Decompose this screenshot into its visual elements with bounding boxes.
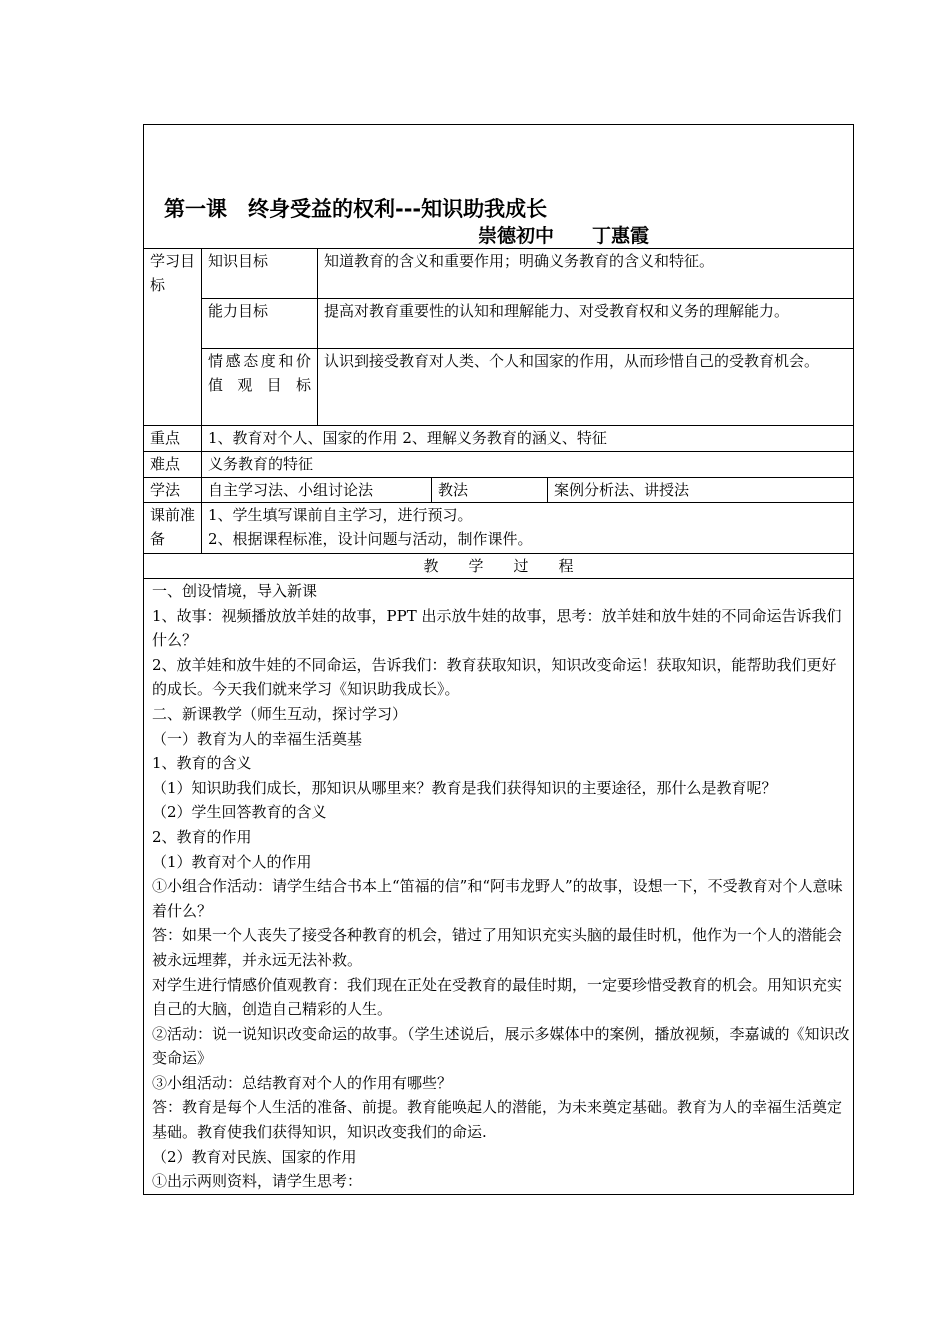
prep-text bbox=[202, 503, 854, 554]
prep-row bbox=[144, 503, 854, 554]
process-paragraph: （1）知识助我们成长，那知识从哪里来？教育是我们获得知识的主要途径，那什么是教育呢？ bbox=[152, 778, 777, 797]
process-paragraph: 1、教育的含义 bbox=[152, 754, 252, 773]
objective-row-emotion bbox=[144, 349, 854, 426]
focus-label: 重点 bbox=[144, 426, 202, 452]
process-paragraph: ②活动：说一说知识改变命运的故事。（学生述说后，展示多媒体中的案例，播放视频，李嘉诚的《知识改变命运》 bbox=[152, 1024, 850, 1068]
process-paragraph: （1）教育对个人的作用 bbox=[152, 852, 312, 871]
objective-row-knowledge bbox=[144, 249, 854, 299]
author-line: 崇德初中 丁惠霞 bbox=[478, 225, 650, 247]
teach-method-label: 教法 bbox=[432, 478, 548, 503]
process-paragraph: （2）学生回答教育的含义 bbox=[152, 803, 327, 822]
process-heading-row bbox=[144, 554, 854, 579]
process-paragraph: 对学生进行情感价值观教育：我们现在正处在受教育的最佳时期，一定要珍惜受教育的机会。用知识充实自己的大脑，创造自己精彩的人生。 bbox=[152, 975, 843, 1019]
objective-row-ability bbox=[144, 299, 854, 349]
process-paragraph: 答：如果一个人丧失了接受各种教育的机会，错过了用知识充实头脑的最佳时机，他作为一个人的潜能会被永远埋葬，并永远无法补救。 bbox=[152, 926, 843, 969]
process-paragraph: ③小组活动：总结教育对个人的作用有哪些？ bbox=[152, 1073, 453, 1092]
process-paragraph: 2、放羊娃和放牛娃的不同命运，告诉我们：教育获取知识，知识改变命运！获取知识，能帮助我们更好的成长。今天我们就来学习《知识助我成长》。 bbox=[152, 655, 837, 699]
process-paragraph: 一、创设情境，导入新课 bbox=[152, 582, 318, 600]
process-paragraph: （2）教育对民族、国家的作用 bbox=[152, 1147, 357, 1166]
process-body-row bbox=[144, 579, 854, 1195]
focus-text: 1、教育对个人、国家的作用 2、理解义务教育的涵义、特征 bbox=[202, 426, 854, 452]
difficulty-text: 义务教育的特征 bbox=[202, 452, 854, 478]
prep-line-2: 2、根据课程标准，设计问题与活动，制作课件。 bbox=[208, 530, 533, 548]
study-method-label: 学法 bbox=[144, 478, 202, 503]
process-heading: 教 学 过 程 bbox=[144, 554, 854, 579]
process-body bbox=[144, 579, 854, 1195]
objective-label-knowledge: 知识目标 bbox=[202, 249, 318, 299]
objective-text-emotion: 认识到接受教育对人类、个人和国家的作用，从而珍惜自己的受教育机会。 bbox=[318, 349, 854, 426]
process-paragraph: ①出示两则资料，请学生思考： bbox=[152, 1172, 363, 1191]
objective-label-ability: 能力目标 bbox=[202, 299, 318, 349]
process-paragraph: ①小组合作活动：请学生结合书本上“笛福的信”和“阿韦龙野人”的故事，设想一下，不受教育对个人意味着什么？ bbox=[152, 877, 843, 920]
lesson-plan-table bbox=[143, 124, 854, 1195]
teach-method-text: 案例分析法、讲授法 bbox=[548, 478, 854, 503]
process-paragraph: （一）教育为人的幸福生活奠基 bbox=[152, 729, 363, 748]
process-paragraph: 答：教育是每个人生活的准备、前提。教育能唤起人的潜能，为未来奠定基础。教育为人的幸福生活奠定基础。教育使我们获得知识，知识改变我们的命运. bbox=[152, 1098, 843, 1142]
objective-label-emotion: 情感态度和价值观目标 bbox=[202, 349, 318, 426]
process-paragraph: 2、教育的作用 bbox=[152, 827, 252, 846]
study-method-text: 自主学习法、小组讨论法 bbox=[202, 478, 432, 503]
title-cell bbox=[144, 125, 854, 249]
focus-row bbox=[144, 426, 854, 452]
prep-label: 课前准备 bbox=[144, 503, 202, 554]
process-paragraph: 二、新课教学（师生互动，探讨学习） bbox=[152, 704, 408, 723]
title-row bbox=[144, 125, 854, 249]
methods-row bbox=[144, 478, 854, 503]
objective-text-knowledge: 知道教育的含义和重要作用；明确义务教育的含义和特征。 bbox=[318, 249, 854, 299]
objectives-group-label: 学习目标 bbox=[144, 249, 202, 426]
objective-text-ability: 提高对教育重要性的认知和理解能力、对受教育权和义务的理解能力。 bbox=[318, 299, 854, 349]
difficulty-label: 难点 bbox=[144, 452, 202, 478]
difficulty-row bbox=[144, 452, 854, 478]
lesson-title: 第一课 终身受益的权利---知识助我成长 bbox=[164, 197, 548, 221]
process-paragraph: 1、故事：视频播放放羊娃的故事，PPT 出示放牛娃的故事，思考：放羊娃和放牛娃的不同命运告诉我们什么？ bbox=[152, 606, 842, 650]
prep-line-1: 1、学生填写课前自主学习，进行预习。 bbox=[208, 506, 473, 524]
